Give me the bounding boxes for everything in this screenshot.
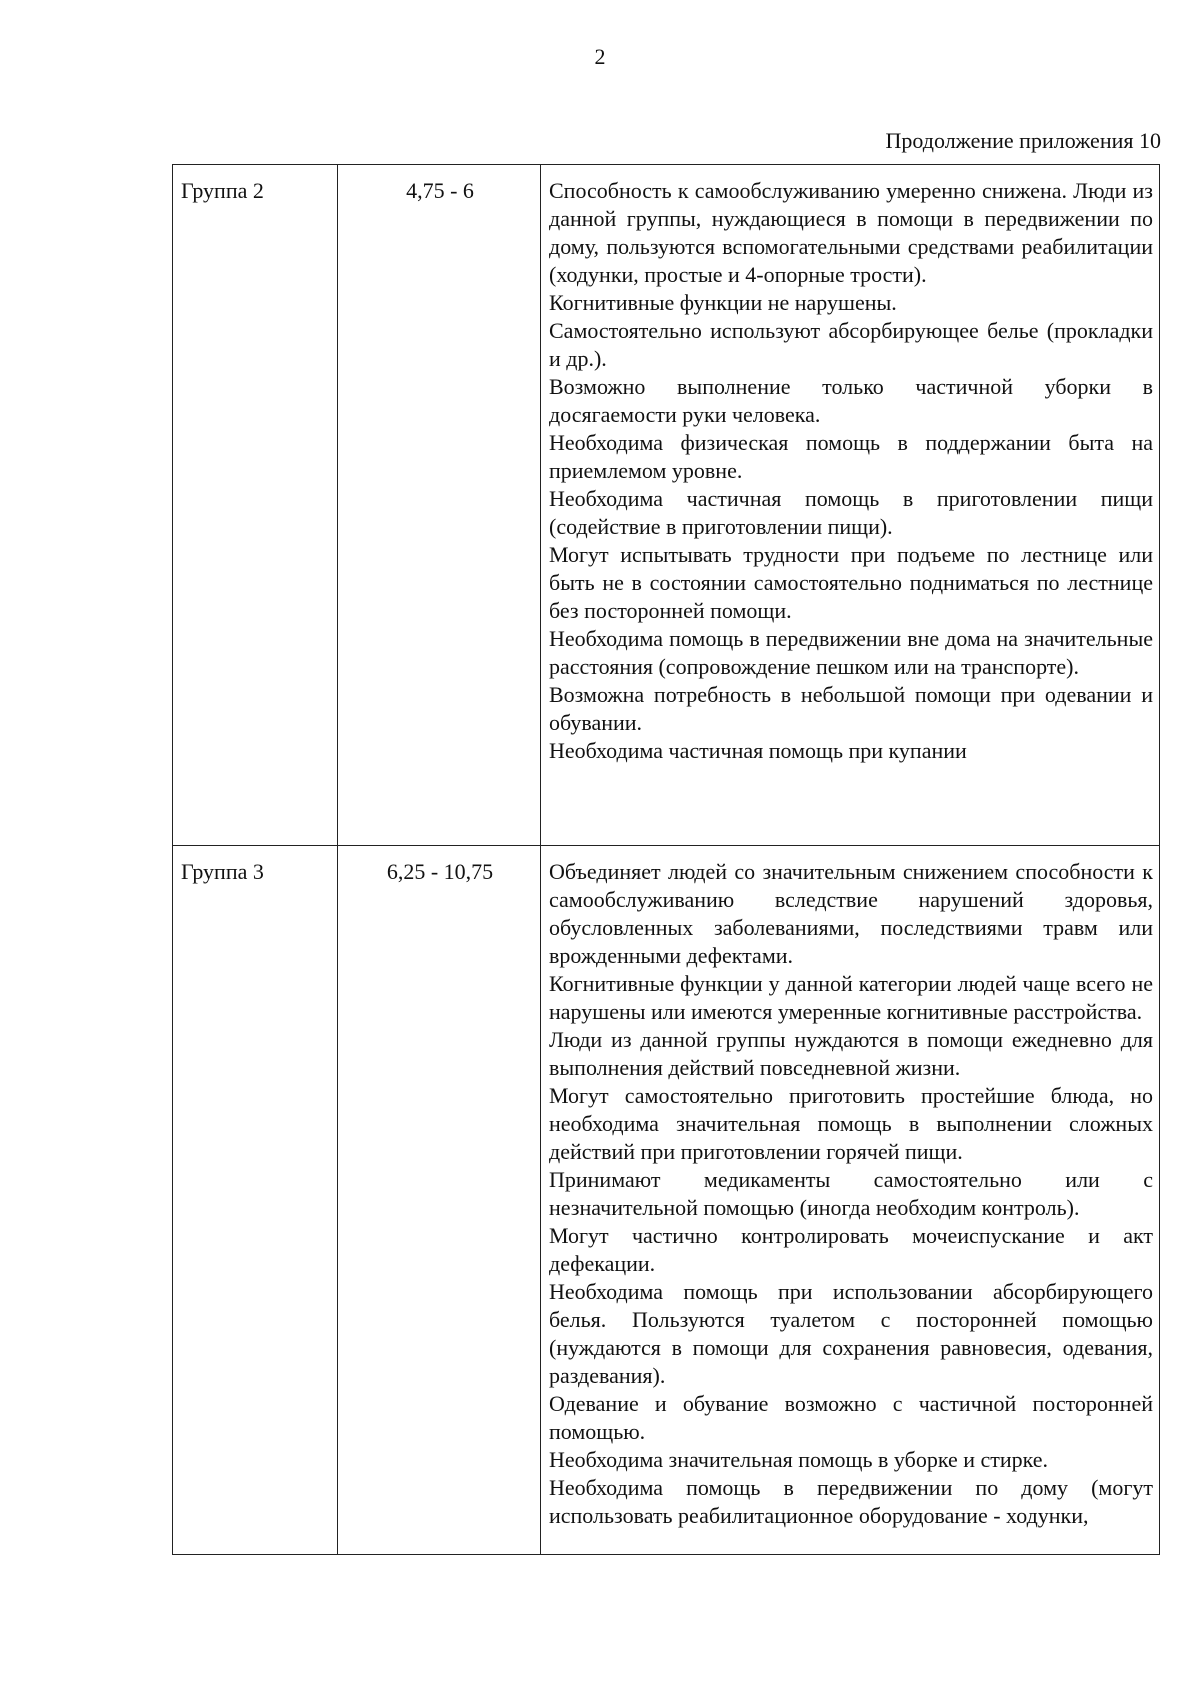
description-paragraph: Принимают медикаменты самостоятельно или с незначительной помощью (иногда необходим контроль). — [549, 1167, 1153, 1220]
description-paragraph: Могут самостоятельно приготовить простейшие блюда, но необходима значительная помощь в выполнении сложных действий при приготовлении горячей пищи. — [549, 1083, 1153, 1164]
description-paragraph: Самостоятельно используют абсорбирующее белье (прокладки и др.). — [549, 318, 1153, 371]
continuation-label: Продолжение приложения 10 — [885, 128, 1161, 153]
description-paragraph: Могут частично контролировать мочеиспускание и акт дефекации. — [549, 1223, 1153, 1276]
description-paragraph: Могут испытывать трудности при подъеме по лестнице или быть не в состоянии самостоятельно подниматься по лестнице без посторонней помощи. — [549, 542, 1153, 623]
description-paragraph: Необходима физическая помощь в поддержании быта на приемлемом уровне. — [549, 430, 1153, 483]
score-cell: 4,75 - 6 — [338, 165, 541, 846]
group-cell: Группа 3 — [173, 846, 338, 1555]
page-number: 2 — [594, 44, 606, 69]
description-cell — [541, 165, 1160, 846]
description-paragraph: Необходима помощь при использовании абсорбирующего белья. Пользуются туалетом с посторонней помощью (нуждаются в помощи для сохранения равновесия, одевания, раздевания). — [549, 1279, 1153, 1388]
description-paragraph: Объединяет людей со значительным снижением способности к самообслуживанию вследствие нарушений здоровья, обусловленных заболеваниями, последствиями травм или врожденными дефектами. — [549, 859, 1153, 968]
description-paragraph: Возможна потребность в небольшой помощи при одевании и обувании. — [549, 682, 1153, 735]
description-paragraph: Способность к самообслуживанию умеренно снижена. Люди из данной группы, нуждающиеся в помощи в передвижении по дому, пользуются вспомогательными средствами реабилитации (ходунки, простые и 4-опорные трости). — [549, 178, 1153, 287]
description-paragraph: Необходима помощь в передвижении по дому (могут использовать реабилитационное оборудование - ходунки, — [549, 1475, 1153, 1528]
description-paragraph: Необходима частичная помощь в приготовлении пищи (содействие в приготовлении пищи). — [549, 486, 1153, 539]
score-cell: 6,25 - 10,75 — [338, 846, 541, 1555]
table-row — [173, 846, 1160, 1555]
group-cell: Группа 2 — [173, 165, 338, 846]
description-paragraph: Когнитивные функции не нарушены. — [549, 290, 897, 315]
description-paragraph: Необходима значительная помощь в уборке и стирке. — [549, 1447, 1049, 1472]
description-paragraph: Когнитивные функции у данной категории людей чаще всего не нарушены или имеются умеренные когнитивные расстройства. — [549, 971, 1153, 1024]
groups-table — [172, 164, 1160, 1555]
description-paragraph: Люди из данной группы нуждаются в помощи ежедневно для выполнения действий повседневной жизни. — [549, 1027, 1153, 1080]
table-row — [173, 165, 1160, 846]
description-paragraph: Необходима частичная помощь при купании — [549, 738, 967, 763]
description-paragraph: Возможно выполнение только частичной уборки в досягаемости руки человека. — [549, 374, 1153, 427]
description-cell — [541, 846, 1160, 1555]
description-paragraph: Необходима помощь в передвижении вне дома на значительные расстояния (сопровождение пешком или на транспорте). — [549, 626, 1153, 679]
description-paragraph: Одевание и обувание возможно с частичной посторонней помощью. — [549, 1391, 1153, 1444]
